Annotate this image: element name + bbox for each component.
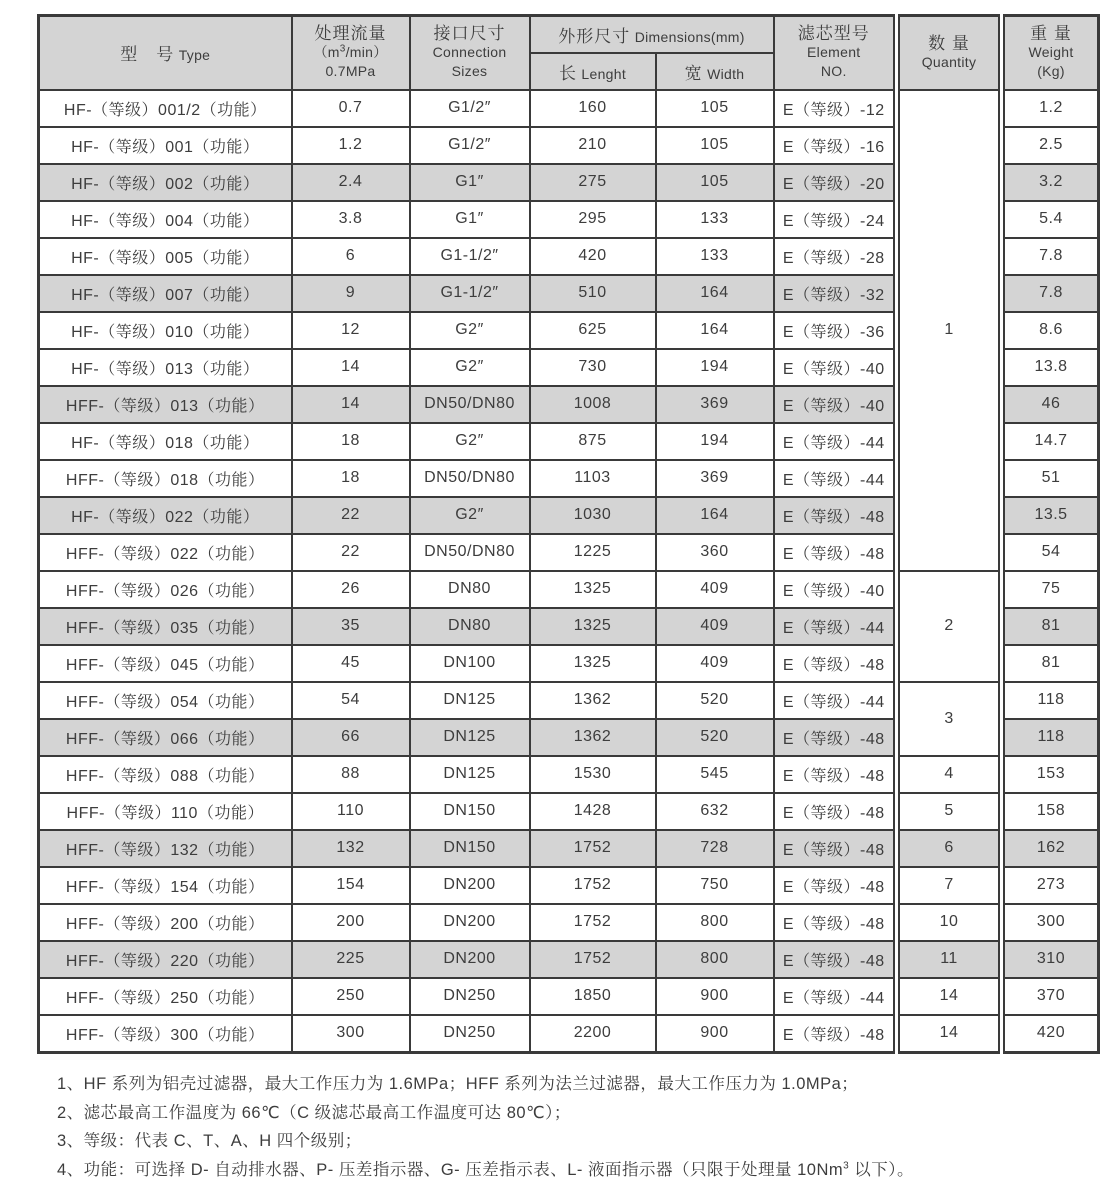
quantity-cell: 10: [897, 904, 1002, 941]
length-cell: 1428: [530, 793, 656, 830]
connection-cell: DN125: [410, 682, 530, 719]
length-cell: 730: [530, 349, 656, 386]
weight-cell: 14.7: [1002, 423, 1099, 460]
col-header-weight: [1002, 16, 1099, 90]
width-cell: 105: [656, 127, 774, 164]
table-row: [39, 756, 1099, 793]
length-cell: 1752: [530, 904, 656, 941]
weight-header-unit: (Kg): [1037, 63, 1065, 80]
connection-cell: DN200: [410, 904, 530, 941]
quantity-header-cn: 数 量: [928, 33, 970, 53]
width-cell: 164: [656, 275, 774, 312]
footnote-1: 1、HF 系列为铝壳过滤器，最大工作压力为 1.6MPa；HFF 系列为法兰过滤器，最大工作压力为 1.0MPa；: [57, 1075, 859, 1093]
element-cell: E（等级）-44: [774, 423, 897, 460]
length-cell: 875: [530, 423, 656, 460]
element-cell: E（等级）-40: [774, 571, 897, 608]
model-cell: HF-（等级）013（功能）: [39, 349, 292, 386]
flow-cell: 14: [292, 349, 410, 386]
connection-cell: G1/2″: [410, 127, 530, 164]
model-cell: HF-（等级）010（功能）: [39, 312, 292, 349]
footnote-4: 4、功能：可选择 D- 自动排水器、P- 压差指示器、G- 压差指示表、L- 液面指示器（只限于处理量 10Nm$^3$ 以下）。: [57, 1160, 915, 1179]
weight-cell: 310: [1002, 941, 1099, 978]
length-cell: 1752: [530, 867, 656, 904]
quantity-cell: 7: [897, 867, 1002, 904]
model-cell: HFF-（等级）066（功能）: [39, 719, 292, 756]
width-cell: 900: [656, 1015, 774, 1053]
weight-cell: 2.5: [1002, 127, 1099, 164]
table-row: [39, 1015, 1099, 1053]
weight-cell: 162: [1002, 830, 1099, 867]
col-header-dimensions: [530, 16, 774, 53]
connection-cell: DN200: [410, 941, 530, 978]
model-cell: HFF-（等级）132（功能）: [39, 830, 292, 867]
col-header-connection: [410, 16, 530, 90]
length-cell: 1362: [530, 682, 656, 719]
weight-cell: 370: [1002, 978, 1099, 1015]
width-cell: 164: [656, 497, 774, 534]
model-cell: HF-（等级）004（功能）: [39, 201, 292, 238]
element-cell: E（等级）-48: [774, 904, 897, 941]
length-header-en: Lenght: [581, 65, 627, 82]
weight-cell: 1.2: [1002, 90, 1099, 127]
connection-cell: DN150: [410, 793, 530, 830]
footnote-2: 2、滤芯最高工作温度为 66℃（C 级滤芯最高工作温度可达 80℃）；: [57, 1103, 571, 1122]
element-header-cn: 滤芯型号: [797, 24, 870, 44]
length-cell: 1752: [530, 830, 656, 867]
col-header-flow: [292, 16, 410, 90]
width-cell: 133: [656, 238, 774, 275]
connection-header-en1: Connection: [432, 44, 507, 61]
width-cell: 728: [656, 830, 774, 867]
model-cell: HFF-（等级）250（功能）: [39, 978, 292, 1015]
element-cell: E（等级）-20: [774, 164, 897, 201]
weight-cell: 158: [1002, 793, 1099, 830]
width-cell: 105: [656, 164, 774, 201]
quantity-cell: 2: [897, 571, 1002, 682]
model-cell: HFF-（等级）022（功能）: [39, 534, 292, 571]
connection-cell: G1″: [410, 201, 530, 238]
weight-header-en: Weight: [1028, 44, 1074, 61]
flow-cell: 154: [292, 867, 410, 904]
flow-cell: 110: [292, 793, 410, 830]
element-cell: E（等级）-48: [774, 941, 897, 978]
connection-cell: G2″: [410, 423, 530, 460]
quantity-cell: 4: [897, 756, 1002, 793]
weight-cell: 118: [1002, 682, 1099, 719]
width-cell: 800: [656, 941, 774, 978]
flow-cell: 22: [292, 497, 410, 534]
flow-cell: 250: [292, 978, 410, 1015]
length-cell: 1752: [530, 941, 656, 978]
element-cell: E（等级）-48: [774, 830, 897, 867]
col-header-type: [39, 16, 292, 90]
flow-cell: 22: [292, 534, 410, 571]
element-cell: E（等级）-24: [774, 201, 897, 238]
width-cell: 520: [656, 682, 774, 719]
model-cell: HF-（等级）001/2（功能）: [39, 90, 292, 127]
element-cell: E（等级）-48: [774, 534, 897, 571]
model-cell: HF-（等级）018（功能）: [39, 423, 292, 460]
spec-table-wrap: [37, 14, 1100, 1054]
weight-cell: 51: [1002, 460, 1099, 497]
model-cell: HF-（等级）007（功能）: [39, 275, 292, 312]
spec-table: [37, 14, 1100, 1054]
flow-cell: 12: [292, 312, 410, 349]
type-header-cn: 型 号: [120, 45, 175, 65]
flow-cell: 54: [292, 682, 410, 719]
connection-cell: DN50/DN80: [410, 534, 530, 571]
flow-cell: 6: [292, 238, 410, 275]
length-cell: 1325: [530, 608, 656, 645]
weight-cell: 81: [1002, 608, 1099, 645]
length-cell: 2200: [530, 1015, 656, 1053]
connection-cell: DN150: [410, 830, 530, 867]
connection-cell: DN200: [410, 867, 530, 904]
model-cell: HFF-（等级）035（功能）: [39, 608, 292, 645]
model-cell: HFF-（等级）220（功能）: [39, 941, 292, 978]
quantity-cell: 3: [897, 682, 1002, 756]
connection-cell: DN50/DN80: [410, 386, 530, 423]
connection-cell: G2″: [410, 349, 530, 386]
flow-header-pressure: 0.7MPa: [325, 63, 376, 80]
model-cell: HF-（等级）005（功能）: [39, 238, 292, 275]
flow-cell: 225: [292, 941, 410, 978]
header-row-1: [39, 16, 1099, 53]
weight-cell: 118: [1002, 719, 1099, 756]
flow-cell: 2.4: [292, 164, 410, 201]
model-cell: HF-（等级）002（功能）: [39, 164, 292, 201]
table-row: [39, 941, 1099, 978]
table-row: [39, 830, 1099, 867]
weight-cell: 7.8: [1002, 275, 1099, 312]
element-cell: E（等级）-44: [774, 460, 897, 497]
footnotes: [57, 1070, 914, 1184]
element-cell: E（等级）-12: [774, 90, 897, 127]
width-cell: 520: [656, 719, 774, 756]
spec-table-header: [39, 16, 1099, 90]
connection-cell: DN80: [410, 608, 530, 645]
model-cell: HFF-（等级）018（功能）: [39, 460, 292, 497]
length-cell: 1008: [530, 386, 656, 423]
element-cell: E（等级）-16: [774, 127, 897, 164]
model-cell: HFF-（等级）054（功能）: [39, 682, 292, 719]
element-cell: E（等级）-28: [774, 238, 897, 275]
model-cell: HFF-（等级）110（功能）: [39, 793, 292, 830]
footnote-3: 3、等级：代表 C、T、A、H 四个级别；: [57, 1132, 362, 1150]
element-cell: E（等级）-44: [774, 682, 897, 719]
table-row: [39, 90, 1099, 127]
quantity-cell: 14: [897, 978, 1002, 1015]
length-cell: 1030: [530, 497, 656, 534]
length-cell: 1325: [530, 571, 656, 608]
flow-cell: 66: [292, 719, 410, 756]
length-cell: 625: [530, 312, 656, 349]
flow-header-cn: 处理流量: [314, 24, 387, 44]
width-cell: 545: [656, 756, 774, 793]
type-header-en: Type: [178, 47, 211, 64]
spec-table-body: [39, 90, 1099, 1053]
weight-cell: 75: [1002, 571, 1099, 608]
flow-cell: 1.2: [292, 127, 410, 164]
flow-header-unit: $(m^3/\min)$: [313, 43, 388, 61]
col-header-width: [656, 53, 774, 90]
element-cell: E（等级）-44: [774, 608, 897, 645]
width-cell: 409: [656, 571, 774, 608]
width-cell: 133: [656, 201, 774, 238]
element-cell: E（等级）-48: [774, 645, 897, 682]
length-cell: 1362: [530, 719, 656, 756]
length-header-cn: 长: [558, 63, 577, 83]
length-cell: 295: [530, 201, 656, 238]
quantity-header-en: Quantity: [921, 53, 977, 70]
length-cell: 275: [530, 164, 656, 201]
width-cell: 105: [656, 90, 774, 127]
weight-cell: 7.8: [1002, 238, 1099, 275]
width-cell: 632: [656, 793, 774, 830]
quantity-cell: 5: [897, 793, 1002, 830]
table-row: [39, 793, 1099, 830]
connection-cell: DN250: [410, 1015, 530, 1053]
length-cell: 210: [530, 127, 656, 164]
width-cell: 164: [656, 312, 774, 349]
width-cell: 900: [656, 978, 774, 1015]
connection-cell: DN80: [410, 571, 530, 608]
weight-cell: 46: [1002, 386, 1099, 423]
width-header-cn: 宽: [684, 63, 703, 83]
connection-cell: G1/2″: [410, 90, 530, 127]
length-cell: 1325: [530, 645, 656, 682]
flow-cell: 35: [292, 608, 410, 645]
connection-cell: G2″: [410, 497, 530, 534]
dimensions-header-en: Dimensions(mm): [634, 28, 745, 45]
flow-cell: 45: [292, 645, 410, 682]
connection-cell: G1-1/2″: [410, 275, 530, 312]
length-cell: 160: [530, 90, 656, 127]
connection-cell: DN50/DN80: [410, 460, 530, 497]
weight-cell: 8.6: [1002, 312, 1099, 349]
element-cell: E（等级）-48: [774, 497, 897, 534]
element-cell: E（等级）-48: [774, 756, 897, 793]
dimensions-header-cn: 外形尺寸: [558, 26, 631, 46]
element-cell: E（等级）-40: [774, 386, 897, 423]
flow-cell: 0.7: [292, 90, 410, 127]
weight-cell: 13.8: [1002, 349, 1099, 386]
model-cell: HFF-（等级）300（功能）: [39, 1015, 292, 1053]
flow-cell: 200: [292, 904, 410, 941]
col-header-length: [530, 53, 656, 90]
connection-cell: DN100: [410, 645, 530, 682]
flow-cell: 88: [292, 756, 410, 793]
model-cell: HFF-（等级）154（功能）: [39, 867, 292, 904]
element-cell: E（等级）-48: [774, 719, 897, 756]
quantity-cell: 1: [897, 90, 1002, 571]
width-cell: 409: [656, 608, 774, 645]
model-cell: HFF-（等级）200（功能）: [39, 904, 292, 941]
flow-cell: 132: [292, 830, 410, 867]
model-cell: HFF-（等级）013（功能）: [39, 386, 292, 423]
model-cell: HFF-（等级）045（功能）: [39, 645, 292, 682]
connection-header-en2: Sizes: [451, 63, 488, 80]
connection-cell: G2″: [410, 312, 530, 349]
table-row: [39, 867, 1099, 904]
flow-cell: 14: [292, 386, 410, 423]
table-row: [39, 571, 1099, 608]
weight-cell: 420: [1002, 1015, 1099, 1053]
quantity-cell: 11: [897, 941, 1002, 978]
model-cell: HFF-（等级）026（功能）: [39, 571, 292, 608]
connection-header-cn: 接口尺寸: [433, 24, 506, 44]
table-row: [39, 682, 1099, 719]
width-cell: 409: [656, 645, 774, 682]
length-cell: 1225: [530, 534, 656, 571]
flow-cell: 9: [292, 275, 410, 312]
connection-cell: DN125: [410, 719, 530, 756]
model-cell: HFF-（等级）088（功能）: [39, 756, 292, 793]
flow-cell: 26: [292, 571, 410, 608]
width-cell: 194: [656, 423, 774, 460]
weight-cell: 3.2: [1002, 164, 1099, 201]
connection-cell: DN250: [410, 978, 530, 1015]
flow-cell: 300: [292, 1015, 410, 1053]
quantity-cell: 6: [897, 830, 1002, 867]
weight-cell: 153: [1002, 756, 1099, 793]
element-cell: E（等级）-32: [774, 275, 897, 312]
weight-cell: 81: [1002, 645, 1099, 682]
weight-header-cn: 重 量: [1030, 24, 1072, 44]
connection-cell: G1″: [410, 164, 530, 201]
element-cell: E（等级）-48: [774, 793, 897, 830]
length-cell: 1530: [530, 756, 656, 793]
weight-cell: 5.4: [1002, 201, 1099, 238]
length-cell: 510: [530, 275, 656, 312]
flow-cell: 18: [292, 460, 410, 497]
element-cell: E（等级）-48: [774, 1015, 897, 1053]
weight-cell: 300: [1002, 904, 1099, 941]
element-header-en1: Element: [807, 44, 861, 61]
width-cell: 750: [656, 867, 774, 904]
model-cell: HF-（等级）022（功能）: [39, 497, 292, 534]
col-header-quantity: [897, 16, 1002, 90]
width-cell: 360: [656, 534, 774, 571]
length-cell: 1850: [530, 978, 656, 1015]
width-header-en: Width: [707, 65, 745, 82]
width-cell: 369: [656, 460, 774, 497]
width-cell: 194: [656, 349, 774, 386]
model-cell: HF-（等级）001（功能）: [39, 127, 292, 164]
element-cell: E（等级）-40: [774, 349, 897, 386]
weight-cell: 54: [1002, 534, 1099, 571]
flow-cell: 18: [292, 423, 410, 460]
connection-cell: G1-1/2″: [410, 238, 530, 275]
width-cell: 369: [656, 386, 774, 423]
element-cell: E（等级）-48: [774, 867, 897, 904]
length-cell: 1103: [530, 460, 656, 497]
flow-cell: 3.8: [292, 201, 410, 238]
element-header-en2: NO.: [820, 63, 847, 80]
weight-cell: 13.5: [1002, 497, 1099, 534]
width-cell: 800: [656, 904, 774, 941]
element-cell: E（等级）-36: [774, 312, 897, 349]
element-cell: E（等级）-44: [774, 978, 897, 1015]
table-row: [39, 904, 1099, 941]
weight-cell: 273: [1002, 867, 1099, 904]
col-header-element: [774, 16, 897, 90]
quantity-cell: 14: [897, 1015, 1002, 1053]
table-row: [39, 978, 1099, 1015]
length-cell: 420: [530, 238, 656, 275]
connection-cell: DN125: [410, 756, 530, 793]
